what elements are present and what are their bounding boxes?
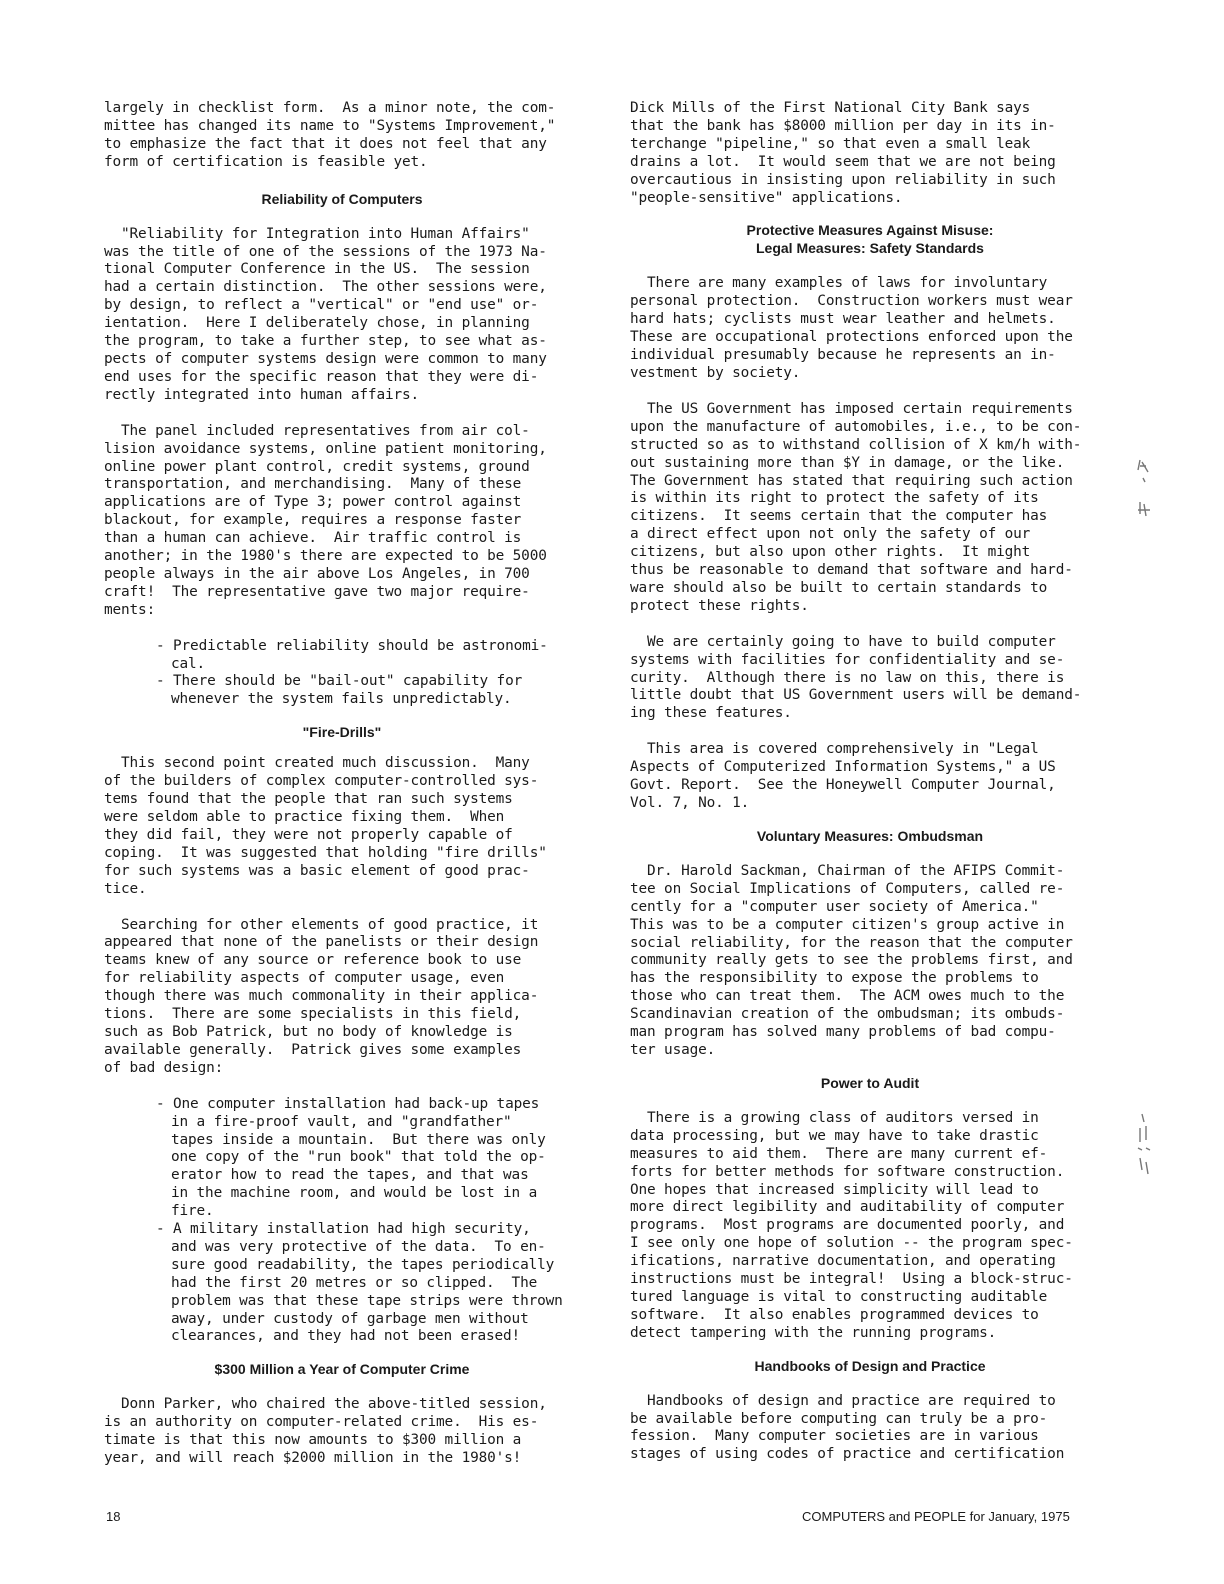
page-number: 18 [106, 1509, 121, 1524]
paragraph: We are certainly going to have to build computer systems with facilities for confidentiality and se- curity. Although there is no law on this, there is little doubt that US Government users will be demand- ing these features. [630, 633, 1082, 722]
paragraph: Handbooks of design and practice are required to be available before computing can truly be a pro- fession. Many computer societies are in various stages of using codes of practice and certification [630, 1392, 1065, 1463]
bullet-list [104, 1096, 580, 1347]
right-column [630, 100, 1110, 1464]
paragraph: There are many examples of laws for involuntary personal protection. Construction workers must wear hard hats; cyclists must wear leather and helmets. These are occupational protections enforced upon the individual presumably because he represents an in- vestment by society. [630, 275, 1073, 381]
paragraph: "Reliability for Integration into Human Affairs" was the title of one of the sessions of the 1973 Na- tional Computer Conference in the US. The session had a certain distinction. The other sessions were, by design, to reflect a "vertical" or "end use" or- ientation. Here I deliberately chose, in planning the program, to take a further step, to see what as- pects of computer systems design were common to many end uses for the specific reason that they were di- rectly integrated into human affairs. [104, 225, 547, 403]
paragraph: This area is covered comprehensively in "Legal Aspects of Computerized Information Systems," a US Govt. Report. See the Honeywell Computer Journal, Vol. 7, No. 1. [630, 741, 1056, 811]
bullet-list [104, 638, 580, 710]
paragraph: Donn Parker, who chaired the above-titled session, is an authority on computer-related crime. His es- timate is that this now amounts to $300 million a year, and will reach $2000 million in the 1980's! [104, 1396, 547, 1467]
list-item: - A military installation had high security, and was very protective of the data. To en- sure good readability, the tapes periodically had the first 20 metres or so clipped. The problem was that these tape strips were thrown away, under custody of garbage men without clearances, and they had not been erased! [156, 1221, 563, 1345]
section-heading-legal-measures: Legal Measures: Safety Standards [756, 240, 984, 257]
section-heading-ombudsman: Voluntary Measures: Ombudsman [756, 827, 984, 844]
section-heading-computer-crime: $300 Million a Year of Computer Crime [214, 1361, 470, 1378]
paragraph: This second point created much discussion. Many of the builders of complex computer-controlled sys- tems found that the people that ran such systems were seldom able to practice fixing them. When they did fail, they were not properly capable of coping. It was suggested that holding "fire drills" for such systems was a basic element of good prac- tice. [104, 755, 547, 897]
list-item: - There should be "bail-out" capability for whenever the system fails unpredictably. [156, 673, 523, 708]
paragraph: The US Government has imposed certain requirements upon the manufacture of automobiles, i.e., to be con- structed so as to withstand collision of X km/h with- out sustaining more than $Y in damage, or the like. The Government has stated that requiring such action is within its right to protect the safety of its citizens. It seems certain that the computer has a direct effect upon not only the safety of our citizens, but also upon other rights. It might thus be reasonable to demand that software and hard- ware should also be built to certain standards to protect these rights. [630, 400, 1082, 614]
section-heading-handbooks: Handbooks of Design and Practice [754, 1357, 986, 1374]
section-heading-fire-drills: "Fire-Drills" [302, 724, 382, 741]
list-item: - Predictable reliability should be astronomi- cal. [156, 637, 548, 672]
margin-scan-marks [1134, 456, 1156, 538]
paragraph: largely in checklist form. As a minor note, the com- mittee has changed its name to "Systems Improvement," to emphasize the fact that it does not feel that any form of certification is feasible yet. [104, 100, 556, 170]
paragraph: Searching for other elements of good practice, it appeared that none of the panelists or their design teams knew of any source or reference book to use for reliability aspects of computer usage, even though there was much commonality in their applica- tions. There are some specialists in this field, such as Bob Patrick, but no body of knowledge is available generally. Patrick gives some examples of bad design: [104, 916, 539, 1076]
scan-artifact-icon [1134, 1112, 1156, 1192]
running-footer: COMPUTERS and PEOPLE for January, 1975 [802, 1509, 1070, 1524]
paragraph: Dr. Harold Sackman, Chairman of the AFIPS Commit- tee on Social Implications of Computers, called re- cently for a "computer user society of America." This was to be a computer citizen's group active in social reliability, for the reason that the computer community really gets to see the problems first, and has the responsibility to expose the problems to those who can treat them. The ACM owes much to the Scandinavian creation of the ombudsman; its ombuds- man program has solved many problems of bad compu- ter usage. [630, 862, 1073, 1058]
list-item: - One computer installation had back-up tapes in a fire-proof vault, and "grandfather" tapes inside a mountain. But there was only one copy of the "run book" that told the op- erator how to read the tapes, and that was in the machine room, and would be lost in a fire. [156, 1095, 546, 1220]
paragraph: Dick Mills of the First National City Bank says that the bank has $8000 million per day in its in- terchange "pipeline," so that even a small leak drains a lot. It would seem that we are not being overcautious in insisting upon reliability in such "people-sensitive" applications. [630, 100, 1056, 206]
section-heading-power-to-audit: Power to Audit [820, 1074, 920, 1091]
margin-scan-marks [1134, 1112, 1156, 1194]
section-heading-reliability: Reliability of Computers [261, 190, 423, 207]
left-column [104, 100, 580, 1468]
section-heading-protective-measures: Protective Measures Against Misuse: [746, 222, 994, 239]
paragraph: There is a growing class of auditors versed in data processing, but we may have to take drastic measures to aid them. There are many current ef- forts for better methods for software construction. One hopes that increased simplicity will lead to more direct legibility and auditability of computer programs. Most programs are documented poorly, and I see only one hope of solution -- the program spec- ifications, narrative documentation, and operating instructions must be integral! Using a block-struc- tured language is vital to constructing auditable software. It also enables programmed devices to detect tampering with the running programs. [630, 1109, 1073, 1341]
scan-artifact-icon [1134, 456, 1156, 536]
paragraph: The panel included representatives from air col- lision avoidance systems, online patient monitoring, online power plant control, credit systems, ground transportation, and merchandising. Many of these applications are of Type 3; power control against blackout, for example, requires a response faster than a human can achieve. Air traffic control is another; in the 1980's there are expected to be 5000 people always in the air above Los Angeles, in 700 craft! The representative gave two major require- ments: [104, 422, 547, 618]
